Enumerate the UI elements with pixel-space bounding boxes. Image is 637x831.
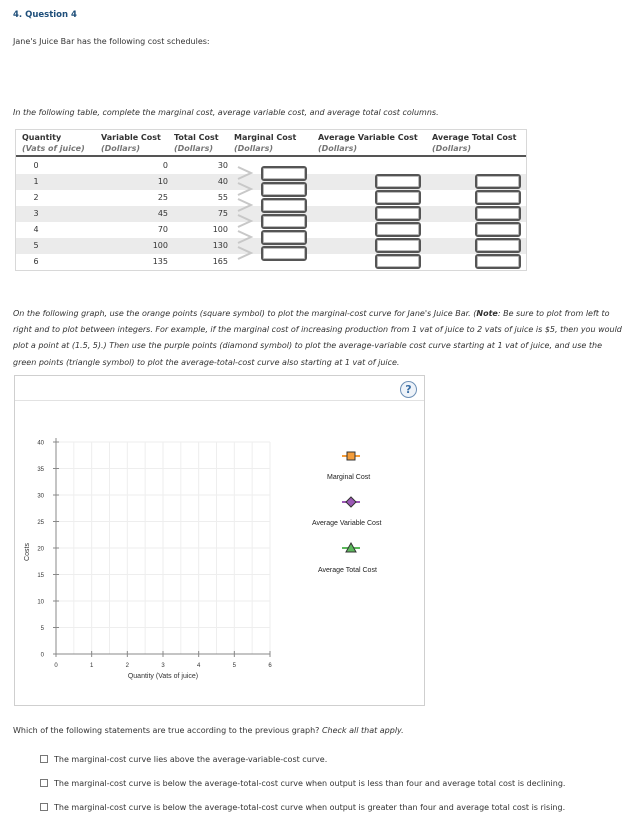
cell-quantity: 0	[33, 161, 39, 170]
header-quantity-unit: (Vats of juice)	[22, 144, 85, 153]
header-quantity: Quantity	[22, 133, 62, 142]
y-tick-label: 25	[37, 520, 44, 526]
cell-total-cost: 165	[212, 257, 228, 266]
statements-prompt-hint: Check all that apply.	[321, 726, 404, 735]
y-tick-label: 15	[37, 573, 44, 579]
chevron-right-icon	[234, 245, 256, 261]
cost-graph	[15, 376, 424, 705]
cell-variable-cost: 135	[152, 257, 168, 266]
header-total-cost: Total Cost	[174, 133, 219, 142]
graph-panel	[14, 375, 425, 706]
avg-total-cost-tool[interactable]	[342, 543, 360, 552]
avg-variable-cost-input[interactable]	[375, 206, 421, 221]
x-tick-label: 6	[268, 663, 272, 669]
cell-total-cost: 55	[217, 193, 228, 202]
graph-instruction	[13, 306, 625, 371]
cell-variable-cost: 0	[162, 161, 168, 170]
statements-prompt-text: Which of the following statements are true according to the previous graph?	[13, 726, 320, 735]
cell-variable-cost: 70	[157, 225, 168, 234]
x-tick-label: 4	[196, 663, 201, 669]
checkbox[interactable]	[40, 779, 48, 787]
y-tick-label: 35	[37, 467, 44, 473]
avg-total-cost-input[interactable]	[475, 254, 521, 269]
avg-total-cost-input[interactable]	[475, 238, 521, 253]
statements-prompt	[13, 726, 404, 735]
cell-total-cost: 100	[212, 225, 228, 234]
marginal-cost-input[interactable]	[261, 198, 307, 213]
cell-variable-cost: 25	[157, 193, 168, 202]
graph-instruction-note: Note	[476, 309, 498, 318]
y-tick-label: 5	[40, 626, 44, 632]
cell-total-cost: 40	[217, 177, 228, 186]
header-avg-variable-cost-unit: (Dollars)	[318, 144, 358, 153]
chevron-right-icon	[234, 213, 256, 229]
header-avg-total-cost-unit: (Dollars)	[432, 144, 472, 153]
question-intro: Jane's Juice Bar has the following cost schedules:	[13, 37, 210, 46]
marginal-cost-tool[interactable]	[342, 452, 360, 460]
avg-variable-cost-input[interactable]	[375, 190, 421, 205]
cell-quantity: 6	[33, 257, 39, 266]
checkbox[interactable]	[40, 755, 48, 763]
marginal-cost-input[interactable]	[261, 246, 307, 261]
marginal-cost-input[interactable]	[261, 214, 307, 229]
y-tick-label: 20	[37, 546, 44, 553]
cell-total-cost: 75	[217, 209, 228, 218]
statement-option-2[interactable]	[40, 779, 565, 788]
header-variable-cost: Variable Cost	[101, 133, 161, 142]
x-tick-label: 5	[232, 663, 237, 669]
avg-variable-cost-input[interactable]	[375, 238, 421, 253]
cell-variable-cost: 10	[157, 177, 168, 186]
cell-total-cost: 30	[217, 161, 228, 170]
header-marginal-cost: Marginal Cost	[234, 133, 297, 142]
legend-avg-variable-cost-label: Average Variable Cost	[312, 520, 382, 527]
x-tick-label: 3	[161, 663, 165, 669]
chevron-right-icon	[234, 229, 256, 245]
statement-option-label: The marginal-cost curve is below the average-total-cost curve when output is less than four and average total cost is declining.	[54, 779, 566, 788]
legend-marginal-cost-label: Marginal Cost	[327, 474, 371, 481]
cell-quantity: 1	[33, 177, 39, 186]
statement-option-1[interactable]	[40, 755, 327, 764]
help-button[interactable]: ?	[400, 381, 417, 398]
avg-total-cost-input[interactable]	[475, 190, 521, 205]
avg-variable-cost-input[interactable]	[375, 254, 421, 269]
x-tick-label: 0	[54, 663, 58, 669]
marginal-cost-input[interactable]	[261, 230, 307, 245]
y-tick-label: 30	[37, 493, 44, 500]
avg-total-cost-input[interactable]	[475, 206, 521, 221]
statement-option-label: The marginal-cost curve is below the average-total-cost curve when output is greater than four and average total cost is rising.	[54, 803, 566, 812]
graph-instruction-part2: : Be sure to plot from left to right and to plot between integers. For example, if the marginal cost of increasing production from 1 vat of juice to 2 vats of juice is $5, then you would plot a point at (1.5, 5).) Then use the purple points (diamond symbol) to plot the average-variable cost curve starting at 1 vat of juice, and use the green points (triangle symbol) to plot the average-total-cost curve also starting at 1 vat of juice.	[13, 309, 622, 367]
cell-total-cost: 130	[212, 241, 228, 250]
y-tick-label: 40	[37, 440, 44, 447]
cell-variable-cost: 100	[152, 241, 168, 250]
x-axis-label: Quantity (Vats of juice)	[127, 673, 199, 680]
avg-total-cost-input[interactable]	[475, 174, 521, 189]
cell-variable-cost: 45	[157, 209, 168, 218]
header-total-cost-unit: (Dollars)	[174, 144, 214, 153]
header-divider	[16, 155, 526, 157]
chevron-right-icon	[234, 165, 256, 181]
table-instruction: In the following table, complete the marginal cost, average variable cost, and average total cost columns.	[13, 108, 439, 117]
header-avg-total-cost: Average Total Cost	[432, 133, 517, 142]
avg-variable-cost-input[interactable]	[375, 174, 421, 189]
chevron-right-icon	[234, 197, 256, 213]
x-tick-label: 2	[125, 663, 130, 669]
graph-instruction-part1: On the following graph, use the orange points (square symbol) to plot the marginal-cost curve for Jane's Juice Bar. (	[13, 309, 477, 318]
avg-variable-cost-input[interactable]	[375, 222, 421, 237]
avg-variable-cost-tool[interactable]	[342, 497, 360, 507]
chevron-right-icon	[234, 181, 256, 197]
header-marginal-cost-unit: (Dollars)	[234, 144, 274, 153]
marginal-cost-input[interactable]	[261, 166, 307, 181]
checkbox[interactable]	[40, 803, 48, 811]
statement-option-label: The marginal-cost curve lies above the average-variable-cost curve.	[54, 755, 328, 764]
question-title: 4. Question 4	[13, 10, 77, 20]
statement-option-3[interactable]	[40, 803, 565, 812]
y-tick-label: 0	[40, 652, 44, 659]
header-avg-variable-cost: Average Variable Cost	[318, 133, 418, 142]
x-tick-label: 1	[89, 663, 94, 669]
header-variable-cost-unit: (Dollars)	[101, 144, 141, 153]
cell-quantity: 3	[33, 209, 39, 218]
y-axis-label: Costs	[24, 543, 31, 561]
legend-avg-total-cost-label: Average Total Cost	[318, 567, 377, 574]
marginal-cost-input[interactable]	[261, 182, 307, 197]
cell-quantity: 4	[33, 225, 39, 234]
cell-quantity: 5	[33, 241, 39, 250]
cost-table	[15, 129, 527, 271]
plot-axes	[37, 438, 272, 669]
cell-quantity: 2	[33, 193, 39, 202]
avg-total-cost-input[interactable]	[475, 222, 521, 237]
y-tick-label: 10	[37, 599, 44, 606]
plot-grid	[56, 442, 270, 654]
